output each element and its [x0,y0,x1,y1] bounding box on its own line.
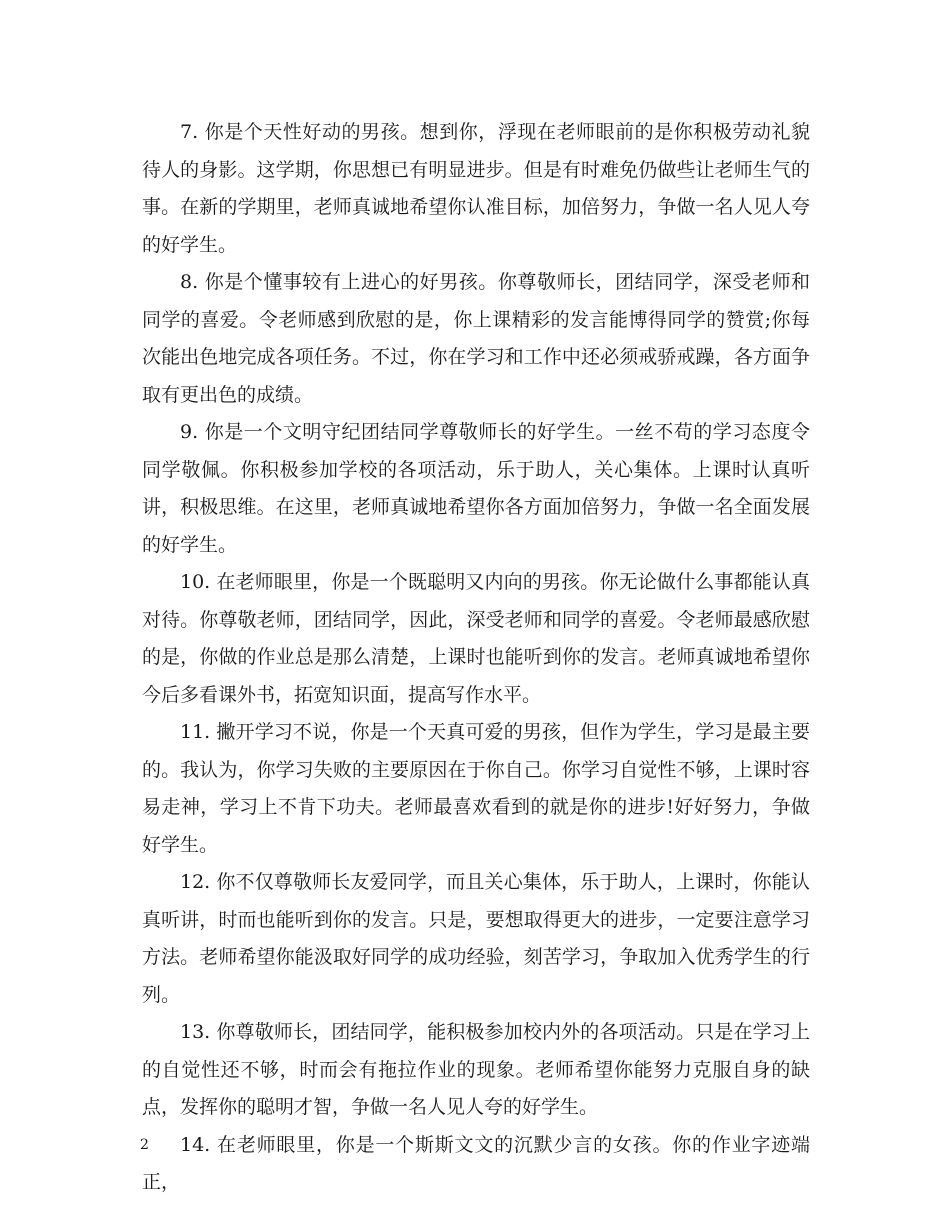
paragraph-10: 10. 在老师眼里，你是一个既聪明又内向的男孩。你无论做什么事都能认真对待。你尊敬老师，团结同学，因此，深受老师和同学的喜爱。令老师最感欣慰的是，你做的作业总是那么清楚，上课时也能听到你的发言。老师真诚地希望你今后多看课外书，拓宽知识面，提高写作水平。 [142,571,810,706]
paragraph-9: 9. 你是一个文明守纪团结同学尊敬师长的好学生。一丝不苟的学习态度令同学敬佩。你积极参加学校的各项活动，乐于助人，关心集体。上课时认真听讲，积极思维。在这里，老师真诚地希望你各方面加倍努力，争做一名全面发展的好学生。 [142,421,810,556]
paragraph-8: 8. 你是个懂事较有上进心的好男孩。你尊敬师长，团结同学，深受老师和同学的喜爱。令老师感到欣慰的是，你上课精彩的发言能博得同学的赞赏;你每次能出色地完成各项任务。不过，你在学习和工作中还必须戒骄戒躁，各方面争取有更出色的成绩。 [142,271,810,406]
paragraph-13: 13. 你尊敬师长，团结同学，能积极参加校内外的各项活动。只是在学习上的自觉性还不够，时而会有拖拉作业的现象。老师希望你能努力克服自身的缺点，发挥你的聪明才智，争做一名人见人夸的好学生。 [142,1021,810,1118]
paragraph-7: 7. 你是个天性好动的男孩。想到你，浮现在老师眼前的是你积极劳动礼貌待人的身影。这学期，你思想已有明显进步。但是有时难免仍做些让老师生气的事。在新的学期里，老师真诚地希望你认准目标，加倍努力，争做一名人见人夸的好学生。 [142,121,810,256]
page-number: 2 [140,1137,149,1153]
document-body [142,114,810,1202]
paragraph-11: 11. 撇开学习不说，你是一个天真可爱的男孩，但作为学生，学习是最主要的。我认为，你学习失败的主要原因在于你自己。你学习自觉性不够，上课时容易走神，学习上不肯下功夫。老师最喜欢看到的就是你的进步!好好努力，争做好学生。 [142,721,810,856]
paragraph-12: 12. 你不仅尊敬师长友爱同学，而且关心集体，乐于助人，上课时，你能认真听讲，时而也能听到你的发言。只是，要想取得更大的进步，一定要注意学习方法。老师希望你能汲取好同学的成功经验，刻苦学习，争取加入优秀学生的行列。 [142,871,810,1006]
paragraph-14: 14. 在老师眼里，你是一个斯斯文文的沉默少言的女孩。你的作业字迹端正， [142,1133,810,1193]
